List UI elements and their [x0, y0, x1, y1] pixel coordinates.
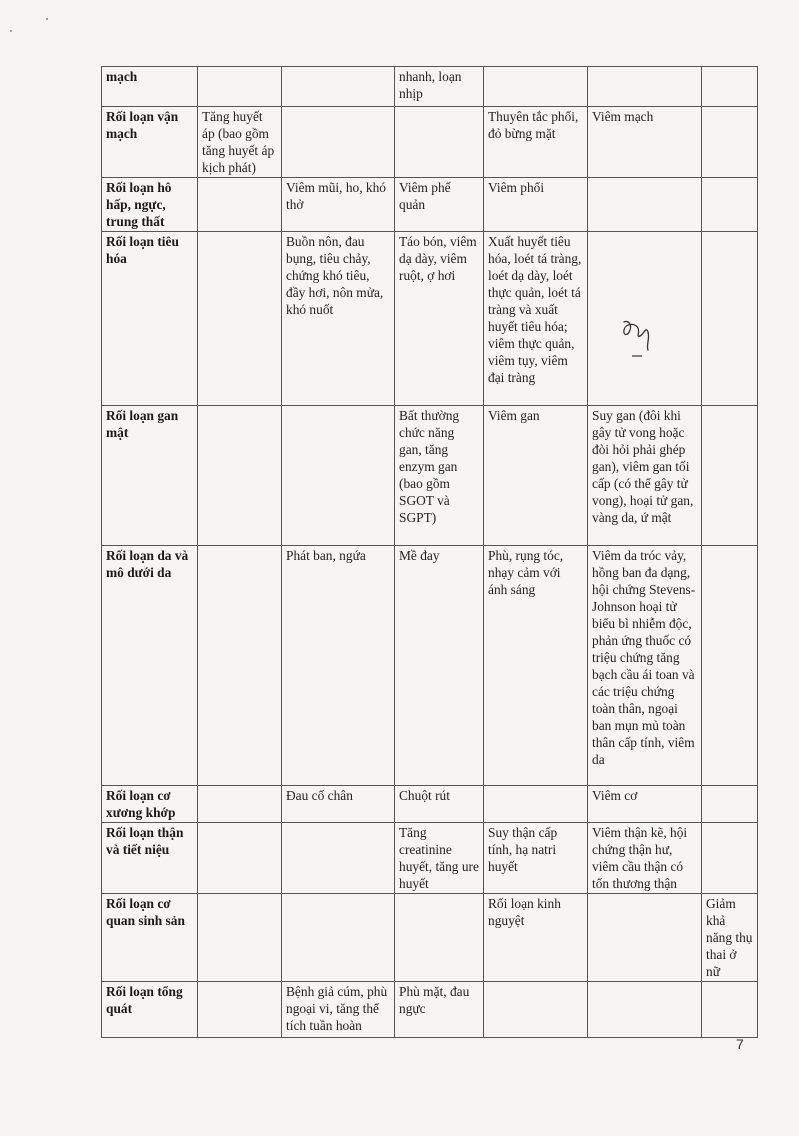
organ-class-cell: mạch	[102, 67, 198, 107]
frequency-cell-2: Viêm mũi, ho, khó thở	[282, 178, 395, 232]
frequency-cell-3: Mề đay	[395, 546, 484, 786]
frequency-cell-5	[588, 178, 702, 232]
frequency-cell-6: Giảm khả năng thụ thai ở nữ	[702, 894, 758, 982]
frequency-cell-2	[282, 406, 395, 546]
frequency-cell-3: Táo bón, viêm dạ dày, viêm ruột, ợ hơi	[395, 232, 484, 406]
frequency-cell-3: Phù mặt, đau ngực	[395, 982, 484, 1038]
organ-class-cell: Rối loạn vận mạch	[102, 107, 198, 178]
frequency-cell-4: Rối loạn kinh nguyệt	[484, 894, 588, 982]
table-row	[102, 178, 758, 232]
frequency-cell-2: Đau cổ chân	[282, 786, 395, 823]
frequency-cell-1	[198, 67, 282, 107]
frequency-cell-1	[198, 823, 282, 894]
frequency-cell-5: Viêm da tróc vảy, hồng ban đa dạng, hội chứng Stevens-Johnson hoại tử biểu bì nhiễm độc, phản ứng thuốc có triệu chứng tăng bạch cầu ái toan và các triệu chứng toàn thân, ngoại ban mụn mủ toàn thân cấp tính, viêm da	[588, 546, 702, 786]
frequency-cell-6	[702, 406, 758, 546]
frequency-cell-3: Chuột rút	[395, 786, 484, 823]
organ-class-cell: Rối loạn gan mật	[102, 406, 198, 546]
frequency-cell-5: Viêm cơ	[588, 786, 702, 823]
frequency-cell-4: Viêm gan	[484, 406, 588, 546]
frequency-cell-6	[702, 823, 758, 894]
frequency-cell-4	[484, 67, 588, 107]
table-row	[102, 232, 758, 406]
table-row	[102, 67, 758, 107]
frequency-cell-5	[588, 982, 702, 1038]
frequency-cell-2	[282, 823, 395, 894]
frequency-cell-3	[395, 107, 484, 178]
frequency-cell-5: Viêm thận kẽ, hội chứng thận hư, viêm cầu thận có tổn thương thận	[588, 823, 702, 894]
page-number: 7	[736, 1036, 744, 1052]
frequency-cell-6	[702, 232, 758, 406]
handwritten-initial-mark	[618, 316, 658, 364]
frequency-cell-1	[198, 786, 282, 823]
frequency-cell-4: Viêm phổi	[484, 178, 588, 232]
frequency-cell-6	[702, 786, 758, 823]
table-row	[102, 107, 758, 178]
organ-class-cell: Rối loạn cơ quan sinh sản	[102, 894, 198, 982]
frequency-cell-1	[198, 406, 282, 546]
frequency-cell-1	[198, 232, 282, 406]
table-row	[102, 406, 758, 546]
frequency-cell-1	[198, 982, 282, 1038]
frequency-cell-6	[702, 982, 758, 1038]
frequency-cell-4	[484, 982, 588, 1038]
adverse-effects-table	[101, 66, 758, 1038]
frequency-cell-5	[588, 894, 702, 982]
scan-speck	[46, 18, 48, 20]
scan-speck	[10, 30, 12, 32]
frequency-cell-6	[702, 67, 758, 107]
frequency-cell-5: Viêm mạch	[588, 107, 702, 178]
frequency-cell-2	[282, 107, 395, 178]
frequency-cell-3: Viêm phế quản	[395, 178, 484, 232]
frequency-cell-2	[282, 894, 395, 982]
frequency-cell-3: nhanh, loạn nhịp	[395, 67, 484, 107]
frequency-cell-3: Bất thường chức năng gan, tăng enzym gan (bao gồm SGOT và SGPT)	[395, 406, 484, 546]
frequency-cell-1: Tăng huyết áp (bao gồm tăng huyết áp kịch phát)	[198, 107, 282, 178]
table-row	[102, 786, 758, 823]
frequency-cell-3	[395, 894, 484, 982]
frequency-cell-4: Thuyên tắc phổi, đỏ bừng mặt	[484, 107, 588, 178]
frequency-cell-1	[198, 546, 282, 786]
table-row	[102, 982, 758, 1038]
frequency-cell-1	[198, 894, 282, 982]
organ-class-cell: Rối loạn tổng quát	[102, 982, 198, 1038]
table-body	[102, 67, 758, 1038]
frequency-cell-4: Xuất huyết tiêu hóa, loét tá tràng, loét dạ dày, loét thực quản, loét tá tràng và xuất huyết tiêu hóa; viêm thực quản, viêm tụy, viêm đại tràng	[484, 232, 588, 406]
frequency-cell-5: Suy gan (đôi khi gây tử vong hoặc đòi hỏi phải ghép gan), viêm gan tối cấp (có thể gây tử vong), hoại tử gan, vàng da, ứ mật	[588, 406, 702, 546]
frequency-cell-1	[198, 178, 282, 232]
table-row	[102, 823, 758, 894]
frequency-cell-2: Buồn nôn, đau bụng, tiêu chảy, chứng khó tiêu, đầy hơi, nôn mửa, khó nuốt	[282, 232, 395, 406]
frequency-cell-4: Phù, rụng tóc, nhạy cảm với ánh sáng	[484, 546, 588, 786]
table-row	[102, 894, 758, 982]
organ-class-cell: Rối loạn tiêu hóa	[102, 232, 198, 406]
frequency-cell-6	[702, 107, 758, 178]
frequency-cell-4	[484, 786, 588, 823]
frequency-cell-2: Phát ban, ngứa	[282, 546, 395, 786]
frequency-cell-2	[282, 67, 395, 107]
frequency-cell-4: Suy thận cấp tính, hạ natri huyết	[484, 823, 588, 894]
organ-class-cell: Rối loạn thận và tiết niệu	[102, 823, 198, 894]
frequency-cell-6	[702, 546, 758, 786]
organ-class-cell: Rối loạn hô hấp, ngực, trung thất	[102, 178, 198, 232]
organ-class-cell: Rối loạn da và mô dưới da	[102, 546, 198, 786]
table-row	[102, 546, 758, 786]
organ-class-cell: Rối loạn cơ xương khớp	[102, 786, 198, 823]
frequency-cell-5	[588, 67, 702, 107]
frequency-cell-3: Tăng creatinine huyết, tăng ure huyết	[395, 823, 484, 894]
frequency-cell-2: Bệnh giả cúm, phù ngoại vi, tăng thể tích tuần hoàn	[282, 982, 395, 1038]
frequency-cell-6	[702, 178, 758, 232]
